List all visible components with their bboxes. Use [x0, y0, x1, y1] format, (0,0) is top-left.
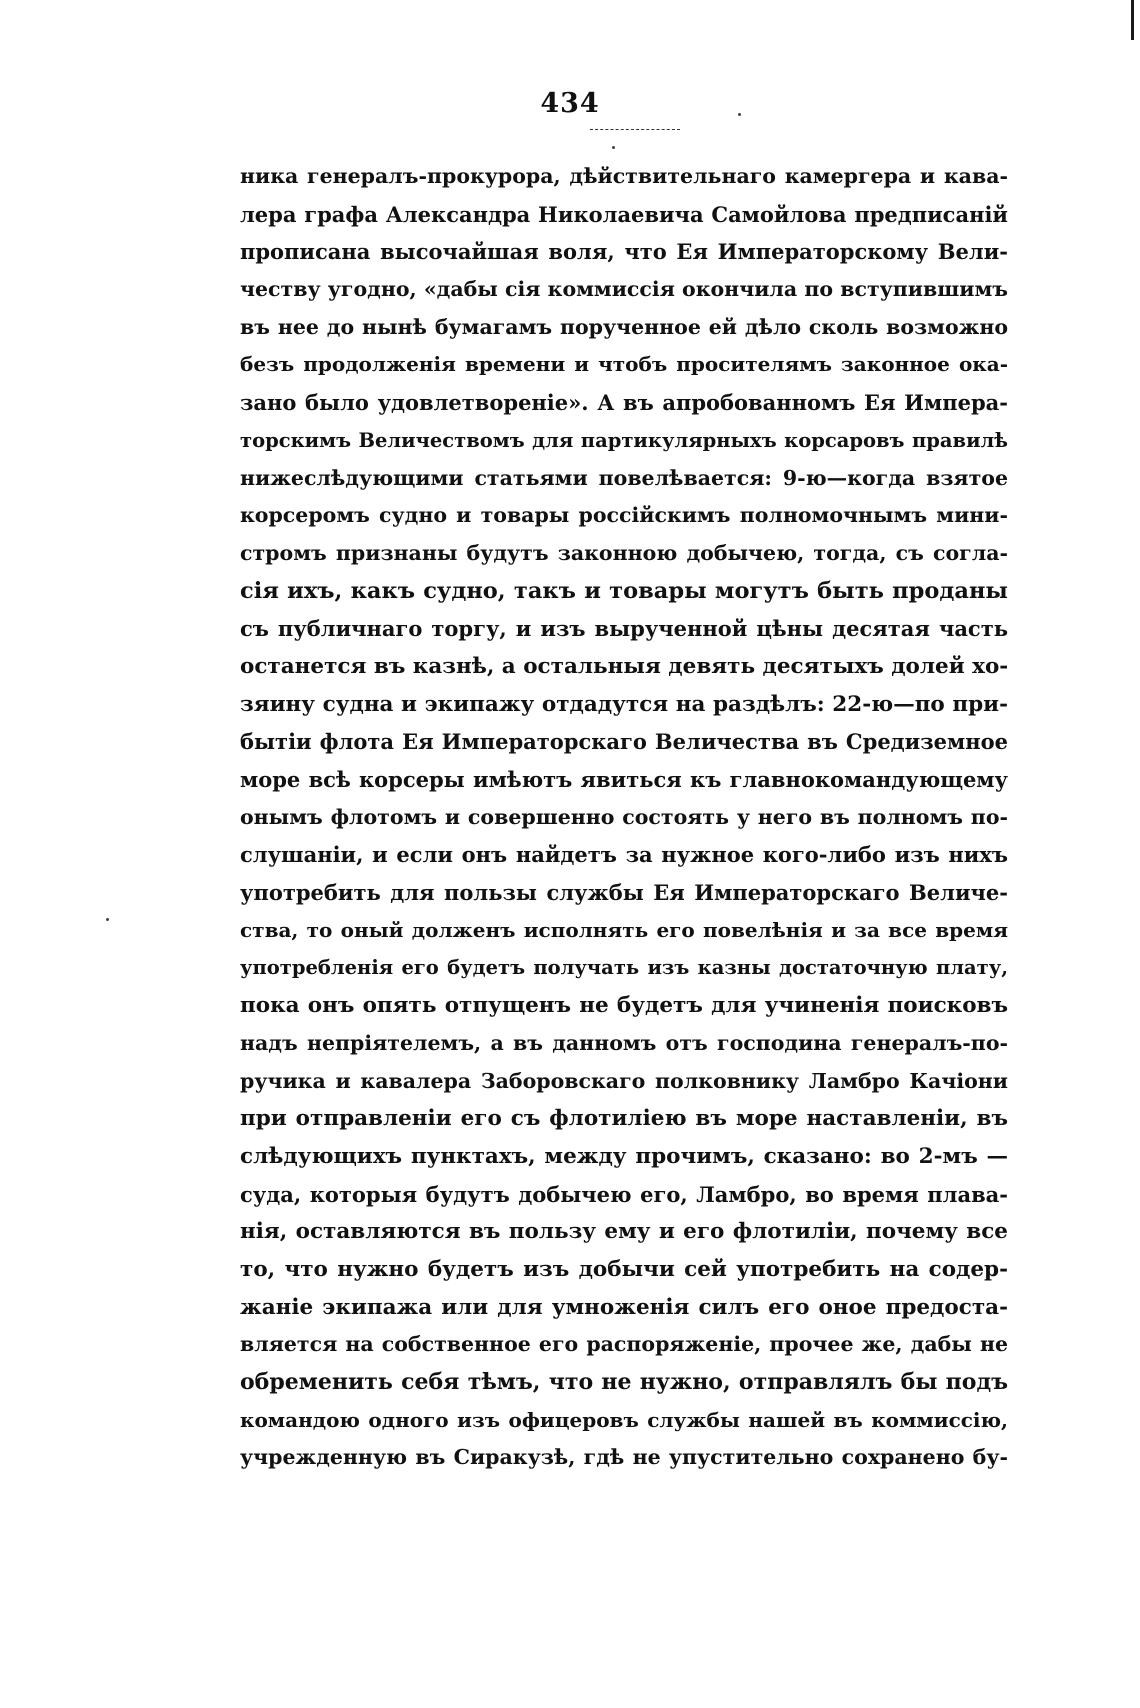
text-line: стромъ признаны будутъ законною добычею, тогда, съ согла-	[240, 540, 1008, 565]
speck	[106, 918, 109, 921]
text-line: ника генералъ-прокурора, дѣйствительнаго камергера и кава-	[240, 164, 1008, 188]
text-line: море всѣ корсеры имѣютъ явиться къ главнокомандующему	[240, 767, 1008, 792]
text-line: торскимъ Величествомъ для партикулярныхъ корсаровъ правилѣ	[240, 428, 1008, 452]
speck	[738, 113, 741, 116]
text-line: употребить для пользы службы Ея Императорскаго Величе-	[240, 880, 1008, 906]
text-line: честву угодно, «дабы сія коммиссія окончила по вступившимъ	[240, 277, 1008, 302]
text-line: суда, которыя будутъ добычею его, Ламбро, во время плава-	[240, 1181, 1008, 1207]
text-line: вляется на собственное его распоряженіе, прочее же, дабы не	[240, 1332, 1008, 1357]
text-line: нижеслѣдующими статьями повелѣвается: 9-ю—когда взятое	[240, 465, 1008, 490]
text-line: зано было удовлетвореніе». А въ апробованномъ Ея Импера-	[240, 390, 1008, 416]
page-number-container	[0, 88, 1140, 123]
text-line: ручика и кавалера Заборовскаго полковнику Ламбро Качіони	[240, 1068, 1008, 1093]
text-line: безъ продолженія времени и чтобъ просителямъ законное ока-	[240, 352, 1008, 377]
speck	[612, 146, 615, 149]
page-edge-rule	[1131, 0, 1134, 40]
text-line: слѣдующихъ пунктахъ, между прочимъ, сказано: во 2-мъ —	[240, 1143, 1008, 1169]
body-text	[240, 158, 1008, 1477]
text-line: лера графа Александра Николаевича Самойлова предписаній	[240, 201, 1008, 227]
text-line: при отправленіи его съ флотиліею въ море наставленіи, въ	[240, 1106, 1008, 1132]
text-line: пока онъ опять отпущенъ не будетъ для учиненія поисковъ	[240, 993, 1008, 1019]
text-line: онымъ флотомъ и совершенно состоять у него въ полномъ по-	[240, 804, 1008, 829]
text-line: употребленія его будетъ получать изъ казны достаточную плату,	[240, 956, 1008, 980]
text-line: то, что нужно будетъ изъ добычи сей употребить на содер-	[240, 1256, 1008, 1282]
text-line: нія, оставляются въ пользу ему и его флотиліи, почему все	[240, 1219, 1008, 1245]
text-line: слушаніи, и если онъ найдетъ за нужное кого-либо изъ нихъ	[240, 842, 1008, 868]
text-line: обременить себя тѣмъ, что не нужно, отправлялъ бы подъ	[240, 1369, 1008, 1395]
text-line: въ нее до нынѣ бумагамъ порученное ей дѣло сколь возможно	[240, 314, 1008, 339]
text-line: жаніе экипажа или для умноженія силъ его оное предоста-	[240, 1294, 1008, 1320]
text-line: прописана высочайшая воля, что Ея Императорскому Вели-	[240, 239, 1008, 265]
text-line: съ публичнаго торгу, и изъ вырученной цѣны десятая часть	[240, 616, 1008, 642]
page-number-rule	[590, 129, 680, 130]
text-line: корсеромъ судно и товары россійскимъ полномочнымъ мини-	[240, 503, 1008, 528]
text-line: останется въ казнѣ, а остальныя девять десятыхъ долей хо-	[240, 653, 1008, 679]
text-line: учрежденную въ Сиракузѣ, гдѣ не упустительно сохранено бу-	[240, 1445, 1008, 1470]
text-line: командою одного изъ офицеровъ службы нашей въ коммиссію,	[240, 1407, 1008, 1432]
text-line: ства, то оный долженъ исполнять его повелѣнія и за все время	[240, 917, 1008, 942]
text-line: сія ихъ, какъ судно, такъ и товары могутъ быть проданы	[240, 577, 1008, 604]
text-line: бытіи флота Ея Императорскаго Величества въ Средиземное	[240, 729, 1008, 755]
text-line: надъ непріятелемъ, а въ данномъ отъ господина генералъ-по-	[240, 1030, 1008, 1055]
page-number: 434	[540, 88, 600, 119]
text-line: зяину судна и экипажу отдадутся на раздѣлъ: 22-ю—по при-	[240, 691, 1008, 717]
